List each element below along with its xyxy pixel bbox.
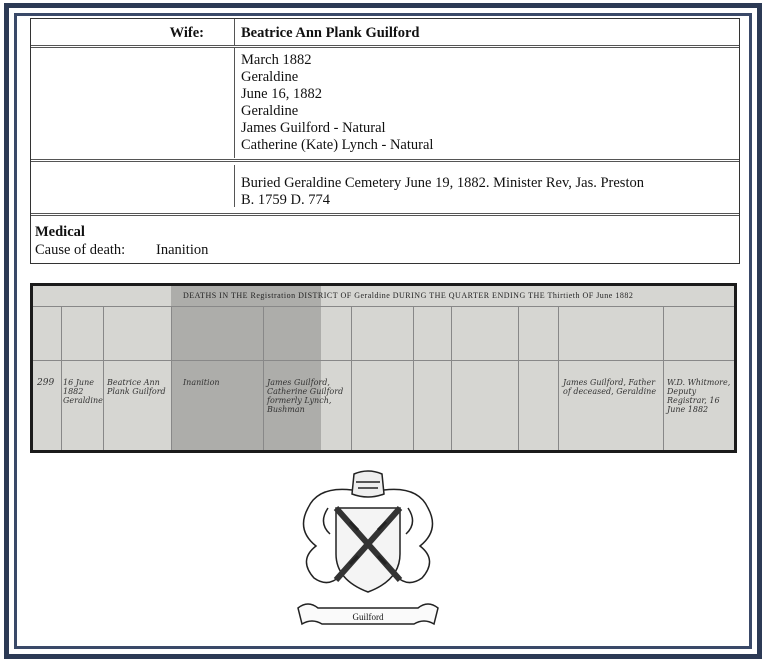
register-column	[351, 306, 352, 450]
divider	[31, 45, 739, 48]
register-informant: James Guilford, Father of deceased, Geraldine	[563, 378, 657, 396]
register-title: DEATHS IN THE Registration DISTRICT OF Geraldine DURING THE QUARTER ENDING THE Thirtieth OF June 1882	[183, 291, 634, 300]
register-column	[263, 306, 264, 450]
register-rule	[33, 306, 734, 307]
column-divider	[234, 48, 235, 158]
coat-of-arms	[288, 468, 448, 633]
record-panel: Wife: Beatrice Ann Plank Guilford March 1882 Geraldine June 16, 1882 Geraldine James Guilford - Natural Catherine (Kate) Lynch - Natural Buried Geraldine Cemetery June 19, 1882. Minister Rev, Jas. Preston B. 1759 D. 774 Medical Cause of death: Inanition	[30, 18, 740, 264]
wife-name: Beatrice Ann Plank Guilford	[241, 25, 420, 41]
register-paper	[33, 286, 734, 450]
register-number: 299	[37, 378, 55, 388]
register-column	[103, 306, 104, 450]
register-column	[451, 306, 452, 450]
cause-of-death-label: Cause of death:	[35, 242, 126, 258]
register-parents: James Guilford, Catherine Guilford formerly Lynch, Bushman	[267, 378, 344, 414]
death-register-scan	[30, 283, 737, 453]
column-divider	[234, 165, 235, 207]
register-registrar: W.D. Whitmore, Deputy Registrar, 16 June 1882	[667, 378, 731, 414]
wife-label: Wife:	[169, 25, 204, 41]
register-column	[558, 306, 559, 450]
divider	[31, 213, 739, 216]
column-divider	[234, 19, 235, 45]
register-when: 16 June 1882 Geraldine	[63, 378, 103, 405]
register-rule	[33, 360, 734, 361]
register-column	[663, 306, 664, 450]
crest-banner-text: Guilford	[352, 612, 384, 622]
register-name: Beatrice Ann Plank Guilford	[107, 378, 166, 396]
register-column	[61, 306, 62, 450]
medical-heading: Medical	[35, 224, 85, 240]
register-shadow	[171, 286, 321, 450]
register-column	[171, 306, 172, 450]
register-column	[413, 306, 414, 450]
register-cause: Inanition	[183, 378, 220, 387]
cause-of-death-value: Inanition	[156, 242, 209, 258]
register-column	[518, 306, 519, 450]
divider	[31, 159, 739, 162]
